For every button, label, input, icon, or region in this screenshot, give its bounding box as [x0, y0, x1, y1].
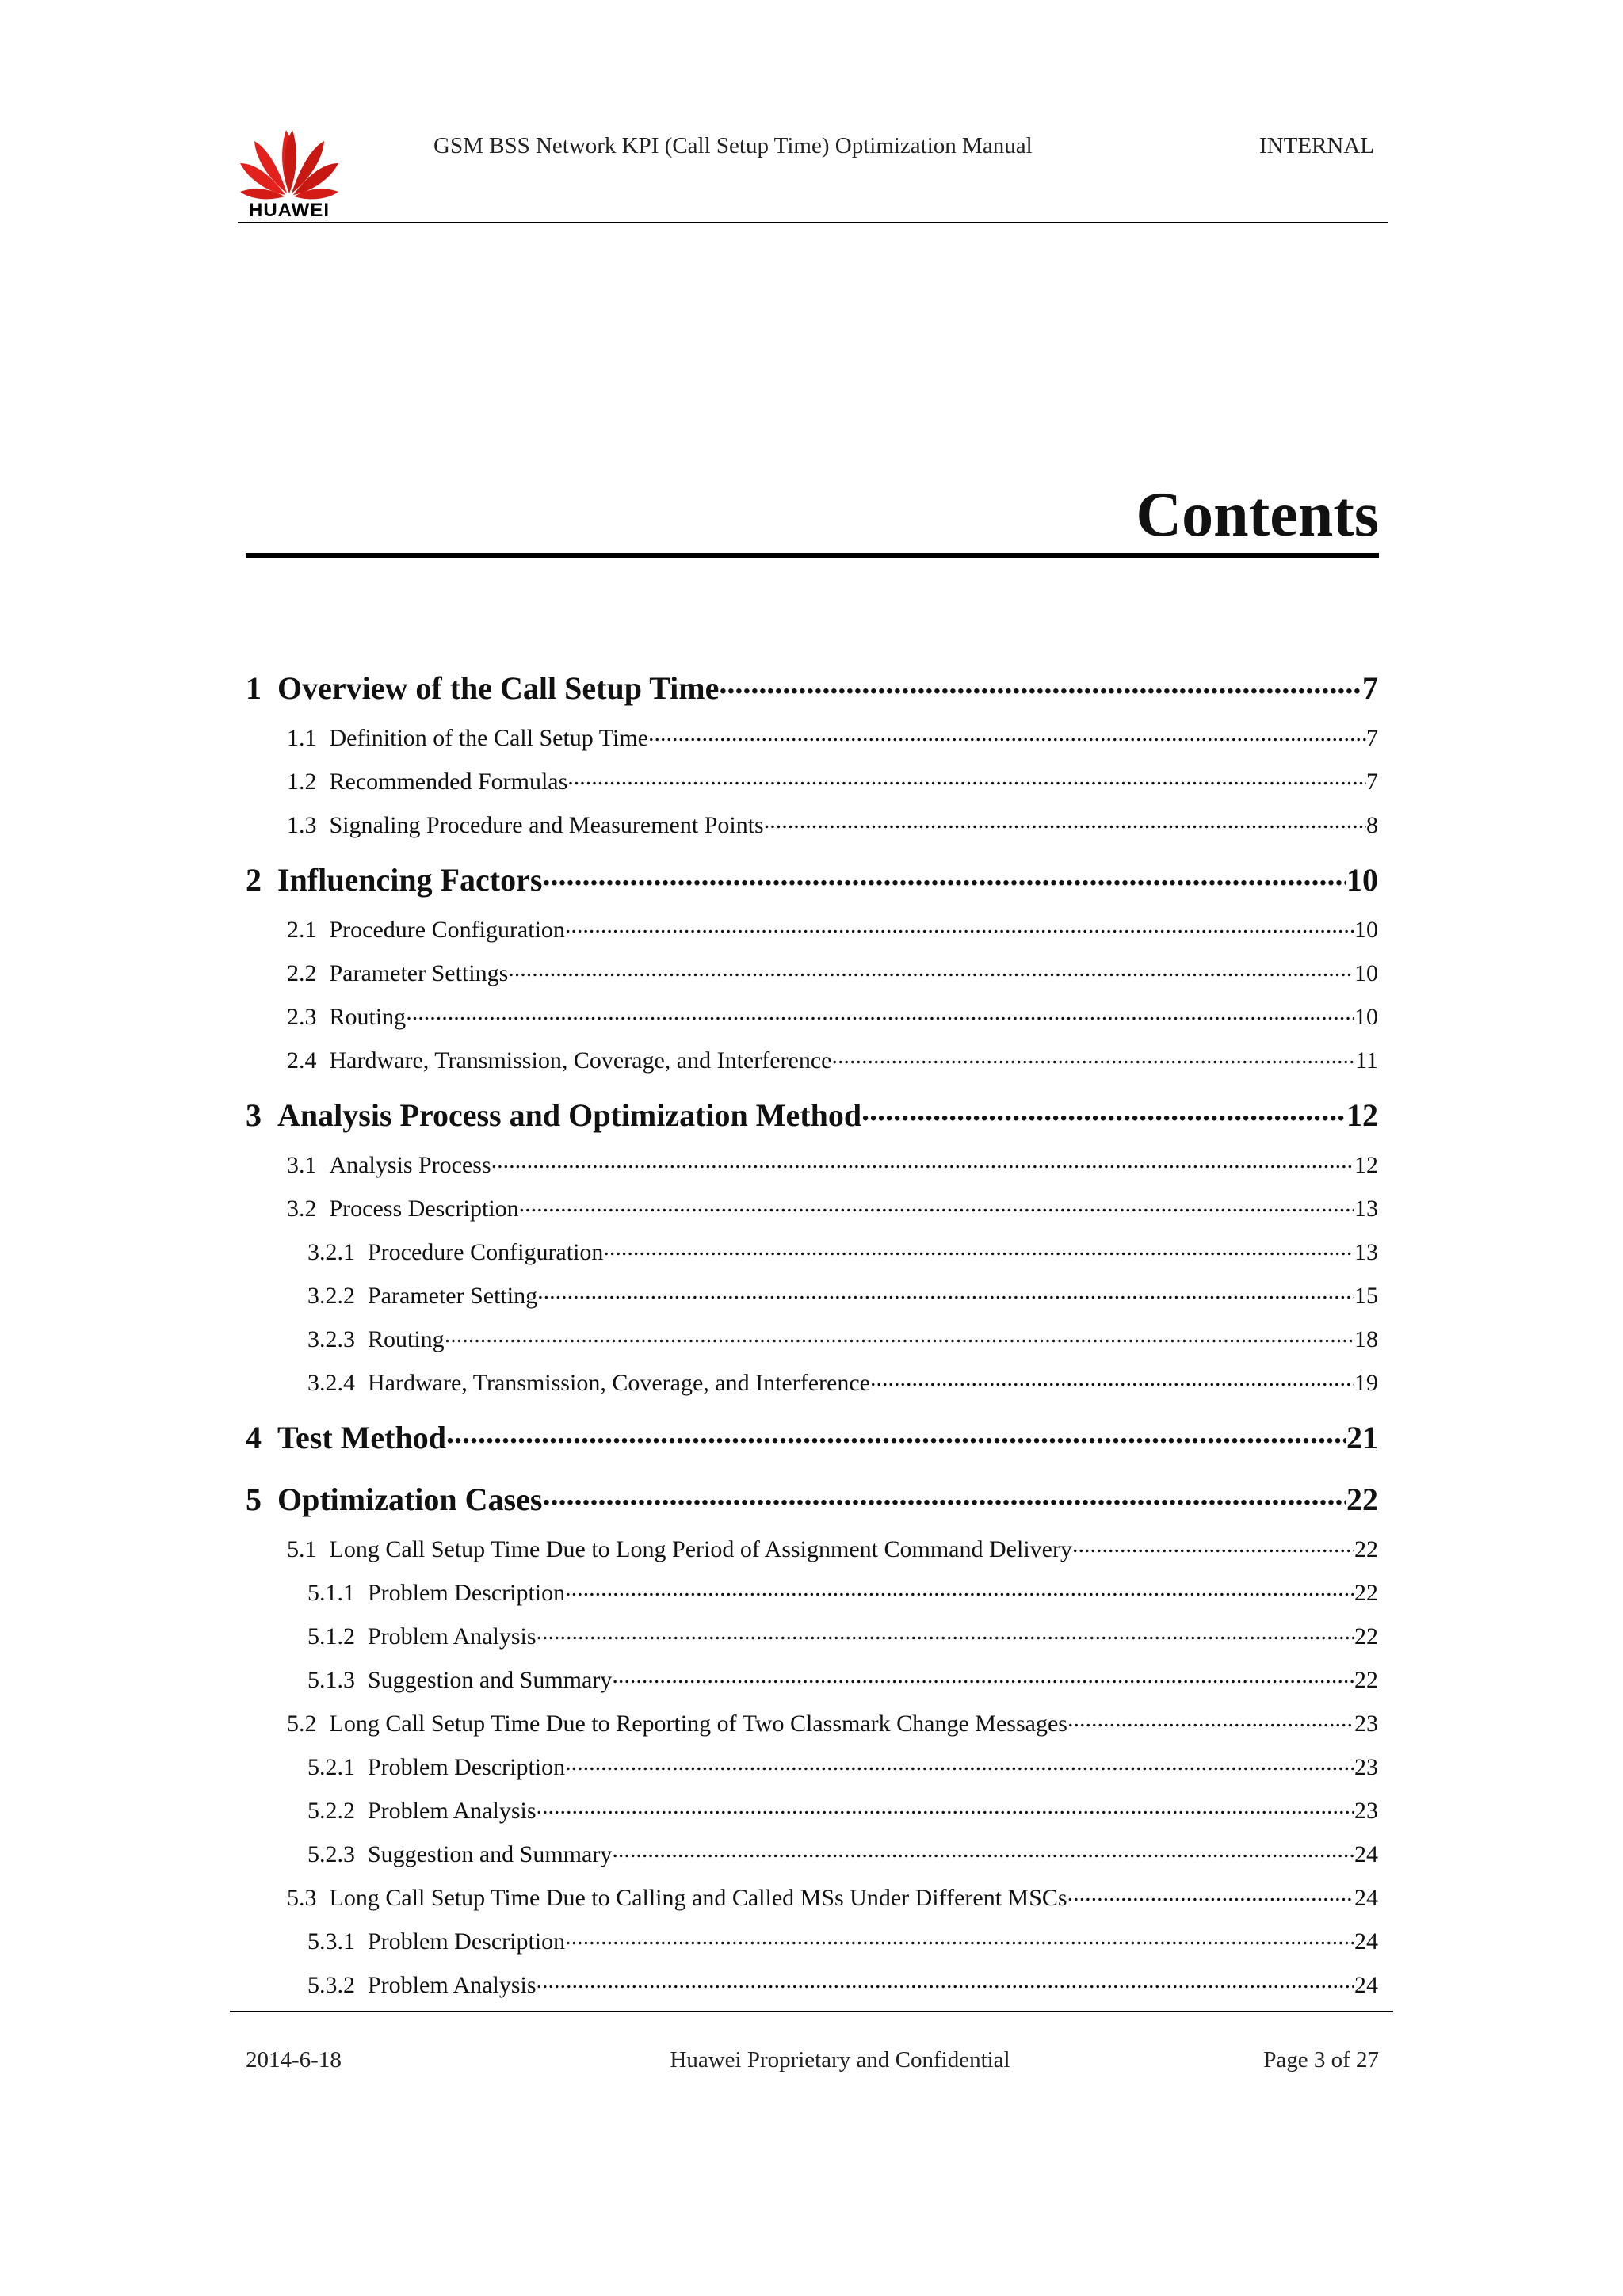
- footer-date: 2014-6-18: [246, 2047, 342, 2073]
- toc-dot-leader: [542, 859, 1346, 891]
- toc-entry-page: 13: [1354, 1239, 1378, 1265]
- toc-entry-page: 8: [1366, 812, 1378, 838]
- toc-entry-number: 5.3: [287, 1885, 317, 1911]
- toc-dot-leader: [508, 957, 1354, 981]
- toc-entry-page: 11: [1355, 1047, 1378, 1074]
- toc-dot-leader: [565, 1577, 1354, 1600]
- toc-entry-number: 2: [246, 862, 262, 898]
- toc-chapter-entry[interactable]: [246, 859, 1378, 898]
- toc-subsection-entry[interactable]: [307, 1969, 1378, 1999]
- toc-dot-leader: [603, 1236, 1354, 1260]
- toc-section-entry[interactable]: [287, 1882, 1378, 1912]
- toc-entry-title: Influencing Factors: [277, 862, 543, 898]
- toc-entry-title: Signaling Procedure and Measurement Points: [329, 812, 764, 838]
- toc-entry-page: 22: [1354, 1580, 1378, 1606]
- toc-dot-leader: [719, 667, 1362, 699]
- toc-entry-title: Long Call Setup Time Due to Long Period of Assignment Command Delivery: [329, 1536, 1072, 1562]
- toc-entry-page: 22: [1354, 1623, 1378, 1650]
- toc-subsection-entry[interactable]: [307, 1280, 1378, 1310]
- toc-entry-number: 5.2.3: [307, 1841, 355, 1867]
- toc-entry-page: 15: [1354, 1283, 1378, 1309]
- toc-entry-page: 10: [1354, 1004, 1378, 1030]
- toc-entry-number: 1.3: [287, 812, 317, 838]
- toc-subsection-entry[interactable]: [307, 1620, 1378, 1650]
- toc-entry-title: Parameter Settings: [329, 960, 509, 986]
- toc-entry-page: 19: [1354, 1370, 1378, 1396]
- toc-entry-number: 5.1: [287, 1536, 317, 1562]
- toc-section-entry[interactable]: [287, 1149, 1378, 1179]
- toc-entry-number: 3.2: [287, 1196, 317, 1222]
- toc-entry-title: Overview of the Call Setup Time: [277, 670, 720, 706]
- toc-entry-page: 10: [1346, 862, 1378, 898]
- toc-dot-leader: [565, 1925, 1354, 1949]
- toc-dot-leader: [1067, 1882, 1354, 1905]
- toc-entry-number: 5.2.1: [307, 1754, 355, 1780]
- toc-entry-title: Procedure Configuration: [329, 917, 565, 943]
- toc-dot-leader: [764, 809, 1366, 833]
- toc-entry-number: 5.1.1: [307, 1580, 355, 1606]
- toc-subsection-entry[interactable]: [307, 1838, 1378, 1868]
- toc-entry-number: 5.3.1: [307, 1928, 355, 1955]
- toc-entry-page: 12: [1354, 1152, 1378, 1178]
- toc-dot-leader: [565, 1751, 1354, 1775]
- toc-entry-title: Procedure Configuration: [368, 1239, 604, 1265]
- toc-section-entry[interactable]: [287, 1707, 1378, 1737]
- toc-dot-leader: [831, 1044, 1355, 1068]
- toc-entry-page: 23: [1354, 1754, 1378, 1780]
- toc-entry-page: 18: [1354, 1326, 1378, 1352]
- toc-dot-leader: [406, 1001, 1354, 1024]
- toc-entry-page: 24: [1354, 1972, 1378, 1998]
- toc-entry-title: Suggestion and Summary: [368, 1841, 613, 1867]
- toc-entry-number: 5.2.2: [307, 1798, 355, 1824]
- toc-entry-number: 5.1.2: [307, 1623, 355, 1650]
- toc-chapter-entry[interactable]: [246, 1094, 1378, 1134]
- toc-entry-page: 7: [1362, 670, 1378, 706]
- toc-entry-number: 2.1: [287, 917, 317, 943]
- toc-entry-number: 4: [246, 1420, 262, 1455]
- toc-dot-leader: [612, 1838, 1354, 1862]
- toc-entry-title: Problem Description: [368, 1928, 566, 1955]
- toc-dot-leader: [565, 913, 1354, 937]
- toc-dot-leader: [1072, 1533, 1354, 1557]
- toc-entry-page: 22: [1354, 1667, 1378, 1693]
- toc-entry-title: Problem Analysis: [368, 1798, 537, 1824]
- toc-entry-number: 3.2.2: [307, 1283, 355, 1309]
- toc-dot-leader: [648, 722, 1366, 746]
- toc-entry-number: 3: [246, 1097, 262, 1133]
- toc-entry-title: Parameter Setting: [368, 1283, 538, 1309]
- toc-subsection-entry[interactable]: [307, 1367, 1378, 1397]
- toc-entry-number: 3.2.1: [307, 1239, 355, 1265]
- toc-entry-page: 23: [1354, 1798, 1378, 1824]
- toc-entry-page: 24: [1354, 1885, 1378, 1911]
- toc-entry-title: Problem Description: [368, 1754, 566, 1780]
- toc-dot-leader: [446, 1417, 1346, 1448]
- toc-entry-number: 2.2: [287, 960, 317, 986]
- toc-entry-title: Definition of the Call Setup Time: [329, 725, 648, 751]
- toc-subsection-entry[interactable]: [307, 1323, 1378, 1353]
- toc-entry-title: Analysis Process and Optimization Method: [277, 1097, 862, 1133]
- toc-dot-leader: [537, 1969, 1354, 1993]
- toc-entry-number: 1: [246, 670, 262, 706]
- toc-entry-page: 10: [1354, 960, 1378, 986]
- toc-chapter-entry[interactable]: [246, 1478, 1378, 1518]
- toc-entry-title: Optimization Cases: [277, 1482, 543, 1517]
- toc-subsection-entry[interactable]: [307, 1751, 1378, 1781]
- toc-dot-leader: [567, 765, 1366, 789]
- toc-entry-title: Routing: [368, 1326, 445, 1352]
- toc-dot-leader: [537, 1794, 1354, 1818]
- toc-entry-number: 3.2.3: [307, 1326, 355, 1352]
- toc-entry-title: Problem Analysis: [368, 1623, 537, 1650]
- toc-entry-number: 3.1: [287, 1152, 317, 1178]
- toc-dot-leader: [612, 1664, 1354, 1688]
- toc-subsection-entry[interactable]: [307, 1664, 1378, 1694]
- toc-entry-title: Suggestion and Summary: [368, 1667, 613, 1693]
- toc-section-entry[interactable]: [287, 1533, 1378, 1563]
- toc-section-entry[interactable]: [287, 913, 1378, 944]
- toc-entry-number: 2.3: [287, 1004, 317, 1030]
- toc-subsection-entry[interactable]: [307, 1925, 1378, 1955]
- toc-entry-page: 21: [1346, 1420, 1378, 1455]
- toc-dot-leader: [519, 1192, 1354, 1216]
- toc-section-entry[interactable]: [287, 765, 1378, 795]
- footer-page-number: Page 3 of 27: [1263, 2047, 1379, 2073]
- toc-subsection-entry[interactable]: [307, 1794, 1378, 1825]
- toc-section-entry[interactable]: [287, 1044, 1378, 1074]
- toc-entry-title: Test Method: [277, 1420, 446, 1455]
- toc-dot-leader: [537, 1620, 1354, 1644]
- toc-entry-page: 7: [1366, 769, 1378, 795]
- toc-entry-title: Routing: [329, 1004, 407, 1030]
- toc-section-entry[interactable]: [287, 809, 1378, 839]
- toc-entry-title: Long Call Setup Time Due to Reporting of Two Classmark Change Messages: [329, 1711, 1067, 1737]
- toc-dot-leader: [1067, 1707, 1354, 1731]
- footer-confidentiality: Huawei Proprietary and Confidential: [670, 2047, 1010, 2073]
- toc-entry-number: 5: [246, 1482, 262, 1517]
- footer-divider: [230, 2011, 1393, 2012]
- toc-entry-number: 5.1.3: [307, 1667, 355, 1693]
- toc-section-entry[interactable]: [287, 1001, 1378, 1031]
- toc-entry-number: 2.4: [287, 1047, 317, 1074]
- logo-wordmark: HUAWEI: [249, 200, 330, 221]
- toc-entry-title: Problem Description: [368, 1580, 566, 1606]
- toc-dot-leader: [542, 1478, 1346, 1510]
- toc-section-entry[interactable]: [287, 722, 1378, 752]
- toc-dot-leader: [491, 1149, 1354, 1173]
- toc-entry-title: Recommended Formulas: [329, 769, 568, 795]
- document-title: GSM BSS Network KPI (Call Setup Time) Optimization Manual: [433, 133, 1033, 158]
- toc-entry-page: 22: [1354, 1536, 1378, 1562]
- classification-label: INTERNAL: [1259, 133, 1374, 158]
- toc-chapter-entry[interactable]: [246, 1417, 1378, 1456]
- toc-entry-title: Analysis Process: [329, 1152, 491, 1178]
- toc-section-entry[interactable]: [287, 1192, 1378, 1222]
- toc-subsection-entry[interactable]: [307, 1577, 1378, 1607]
- toc-entry-title: Hardware, Transmission, Coverage, and Interference: [329, 1047, 832, 1074]
- contents-heading: Contents: [1136, 480, 1379, 550]
- toc-entry-number: 1.1: [287, 725, 317, 751]
- toc-section-entry[interactable]: [287, 957, 1378, 987]
- toc-dot-leader: [861, 1094, 1346, 1126]
- toc-entry-page: 7: [1366, 725, 1378, 751]
- toc-entry-title: Hardware, Transmission, Coverage, and Interference: [368, 1370, 870, 1396]
- toc-dot-leader: [870, 1367, 1354, 1390]
- toc-entry-page: 24: [1354, 1928, 1378, 1955]
- toc-dot-leader: [445, 1323, 1354, 1347]
- toc-entry-page: 12: [1346, 1097, 1378, 1133]
- toc-entry-title: Process Description: [329, 1196, 519, 1222]
- toc-entry-number: 5.3.2: [307, 1972, 355, 1998]
- toc-entry-number: 3.2.4: [307, 1370, 355, 1396]
- toc-entry-title: Long Call Setup Time Due to Calling and Called MSs Under Different MSCs: [329, 1885, 1067, 1911]
- toc-entry-number: 1.2: [287, 769, 317, 795]
- toc-entry-title: Problem Analysis: [368, 1972, 537, 1998]
- toc-subsection-entry[interactable]: [307, 1236, 1378, 1266]
- toc-entry-number: 5.2: [287, 1711, 317, 1737]
- toc-dot-leader: [537, 1280, 1354, 1303]
- toc-entry-page: 13: [1354, 1196, 1378, 1222]
- toc-entry-page: 10: [1354, 917, 1378, 943]
- toc-entry-page: 22: [1346, 1482, 1378, 1517]
- toc-chapter-entry[interactable]: [246, 667, 1378, 707]
- toc-entry-page: 23: [1354, 1711, 1378, 1737]
- toc-entry-page: 24: [1354, 1841, 1378, 1867]
